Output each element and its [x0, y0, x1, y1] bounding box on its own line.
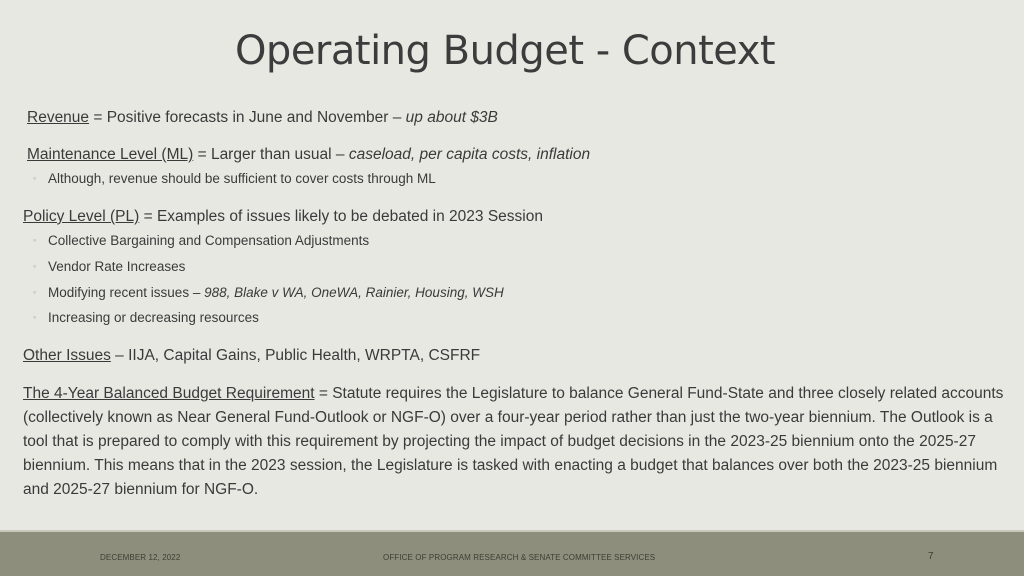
fouryear-text: = Statute requires the Legislature to balance General Fund-State and three closely related accounts (collectively known as Near General Fund-Outlook or NGF-O) over a four-year period rather than just the two-year biennium. The Outlook is a tool that is prepared to comply with this requirement by projecting the impact of budget decisions in the 2023-25 biennium onto the 2025-27 biennium. This means that in the 2023 session, the Legislature is tasked with enacting a budget that balances over both the 2023-25 biennium and 2025-27 biennium for NGF-O.	[23, 385, 1004, 498]
ml-sub-item: Although, revenue should be sufficient to cover costs through ML	[48, 171, 436, 186]
pl-sub-item: Vendor Rate Increases	[48, 259, 186, 274]
fouryear-term: The 4-Year Balanced Budget Requirement	[23, 385, 315, 402]
footer-date: DECEMBER 12, 2022	[100, 553, 181, 562]
ml-line	[27, 145, 590, 165]
bullet-icon: ◦	[33, 173, 37, 183]
pl-line	[23, 207, 543, 227]
bullet-icon: ◦	[33, 261, 37, 271]
ml-text: = Larger than usual –	[193, 146, 349, 163]
ml-emphasis: caseload, per capita costs, inflation	[348, 146, 591, 163]
other-line	[23, 346, 480, 366]
bullet-icon: ◦	[33, 287, 37, 297]
pl-sub-item: Increasing or decreasing resources	[48, 310, 259, 325]
revenue-text: = Positive forecasts in June and November –	[89, 109, 406, 126]
pl-sub-item: Collective Bargaining and Compensation Adjustments	[48, 233, 370, 248]
other-term: Other Issues	[23, 347, 111, 364]
pl-text: = Examples of issues likely to be debated in 2023 Session	[139, 208, 543, 225]
footer-org: OFFICE OF PROGRAM RESEARCH & SENATE COMMITTEE SERVICES	[383, 553, 656, 562]
bullet-icon: ◦	[33, 312, 37, 322]
footer-page-number: 7	[928, 551, 934, 562]
pl-sub-item	[48, 284, 504, 302]
slide-title: Operating Budget - Context	[234, 28, 776, 74]
pl-sub-emphasis: 988, Blake v WA, OneWA, Rainier, Housing, WSH	[204, 285, 504, 300]
pl-sub-text: Modifying recent issues –	[48, 285, 205, 300]
pl-term: Policy Level (PL)	[23, 208, 140, 225]
revenue-term: Revenue	[27, 109, 90, 126]
revenue-emphasis: up about $3B	[405, 109, 498, 126]
bullet-icon: ◦	[33, 235, 37, 245]
ml-term: Maintenance Level (ML)	[27, 146, 194, 163]
other-text: – IIJA, Capital Gains, Public Health, WRPTA, CSFRF	[110, 347, 481, 364]
revenue-line	[27, 108, 498, 128]
fouryear-paragraph	[23, 382, 1015, 502]
